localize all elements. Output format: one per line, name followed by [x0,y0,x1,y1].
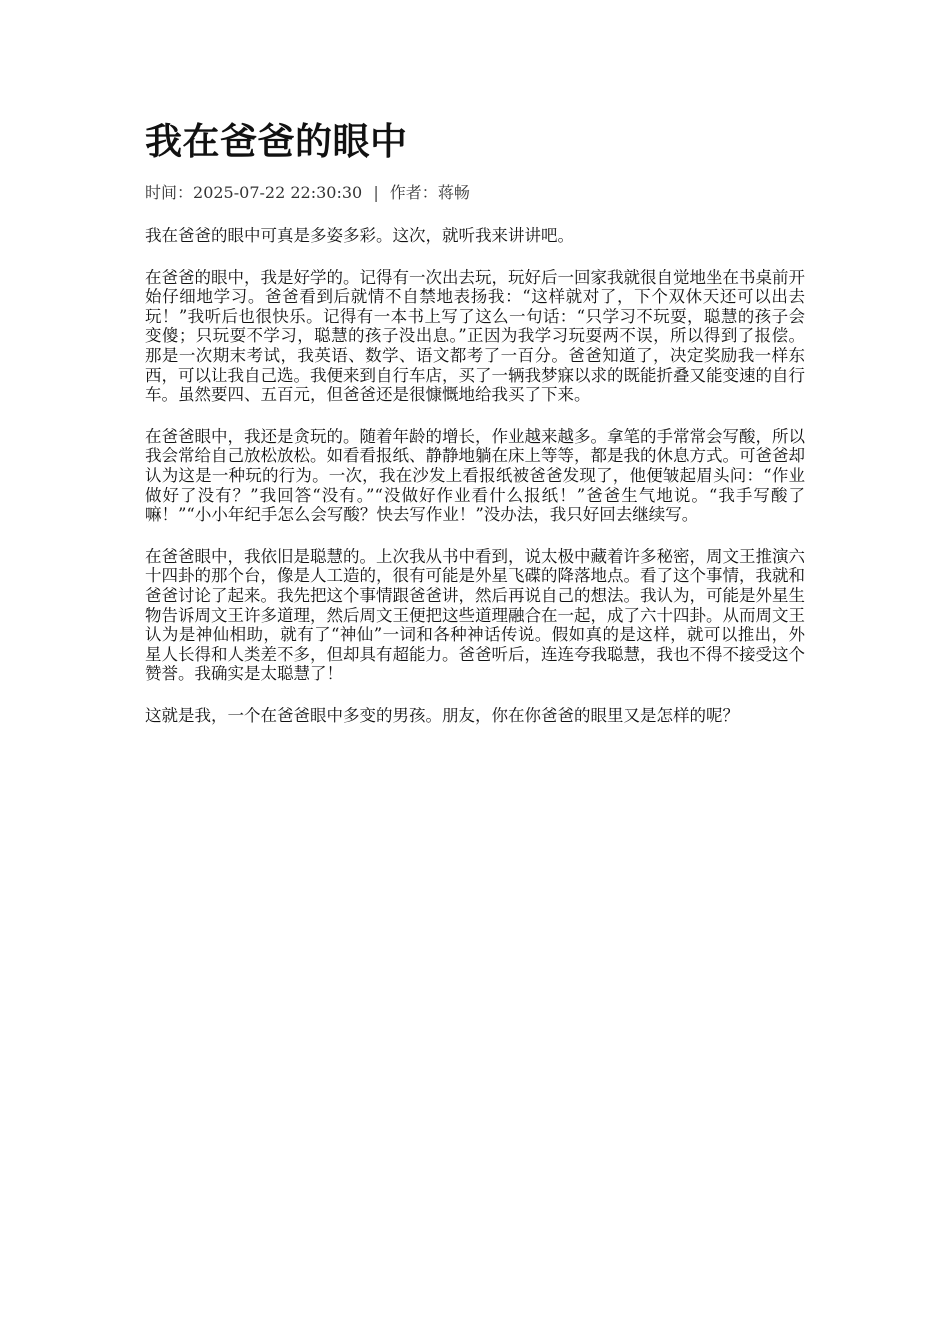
author-value: 蒋畅 [437,183,470,202]
meta-separator: | [373,183,379,202]
article-meta [145,182,805,204]
article-title: 我在爸爸的眼中 [145,119,408,163]
article-page [145,112,805,747]
author-label: 作者： [389,183,438,202]
paragraph-playful: 在爸爸眼中，我还是贪玩的。随着年龄的增长，作业越来越多。拿笔的手常常会写酸，所以我会常给自己放松放松。如看看报纸、静静地躺在床上等等，都是我的休息方式。可爸爸却认为这是一种玩的行为。一次，我在沙发上看报纸被爸爸发现了，他便皱起眉头问：“作业做好了没有？”我回答“没有。”“没做好作业看什么报纸！”爸爸生气地说。“我手写酸了嘛！”“小小年纪手怎么会写酸？快去写作业！”没办法，我只好回去继续写。 [145,426,805,525]
article-body [145,226,805,725]
paragraph-studious: 在爸爸的眼中，我是好学的。记得有一次出去玩，玩好后一回家我就很自觉地坐在书桌前开始仔细地学习。爸爸看到后就情不自禁地表扬我：“这样就对了，下个双休天还可以出去玩！”我听后也很快乐。记得有一本书上写了这么一句话：“只学习不玩耍，聪慧的孩子会变傻；只玩耍不学习，聪慧的孩子没出息。”正因为我学习玩耍两不误，所以得到了报偿。那是一次期末考试，我英语、数学、语文都考了一百分。爸爸知道了，决定奖励我一样东西，可以让我自己选。我便来到自行车店，买了一辆我梦寐以求的既能折叠又能变速的自行车。虽然要四、五百元，但爸爸还是很慷慨地给我买了下来。 [145,267,805,405]
paragraph-clever: 在爸爸眼中，我依旧是聪慧的。上次我从书中看到，说太极中藏着许多秘密，周文王推演六十四卦的那个台，像是人工造的，很有可能是外星飞碟的降落地点。看了这个事情，我就和爸爸讨论了起来。我先把这个事情跟爸爸讲，然后再说自己的想法。我认为，可能是外星生物告诉周文王许多道理，然后周文王便把这些道理融合在一起，成了六十四卦。从而周文王认为是神仙相助，就有了“神仙”一词和各种神话传说。假如真的是这样，就可以推出，外星人长得和人类差不多，但却具有超能力。爸爸听后，连连夸我聪慧，我也不得不接受这个赞誉。我确实是太聪慧了！ [145,546,805,684]
time-value: 2025-07-22 22:30:30 [193,183,363,202]
paragraph-conclusion: 这就是我，一个在爸爸眼中多变的男孩。朋友，你在你爸爸的眼里又是怎样的呢？ [145,705,739,725]
time-label: 时间： [145,183,194,202]
paragraph-intro: 我在爸爸的眼中可真是多姿多彩。这次，就听我来讲讲吧。 [145,226,574,245]
